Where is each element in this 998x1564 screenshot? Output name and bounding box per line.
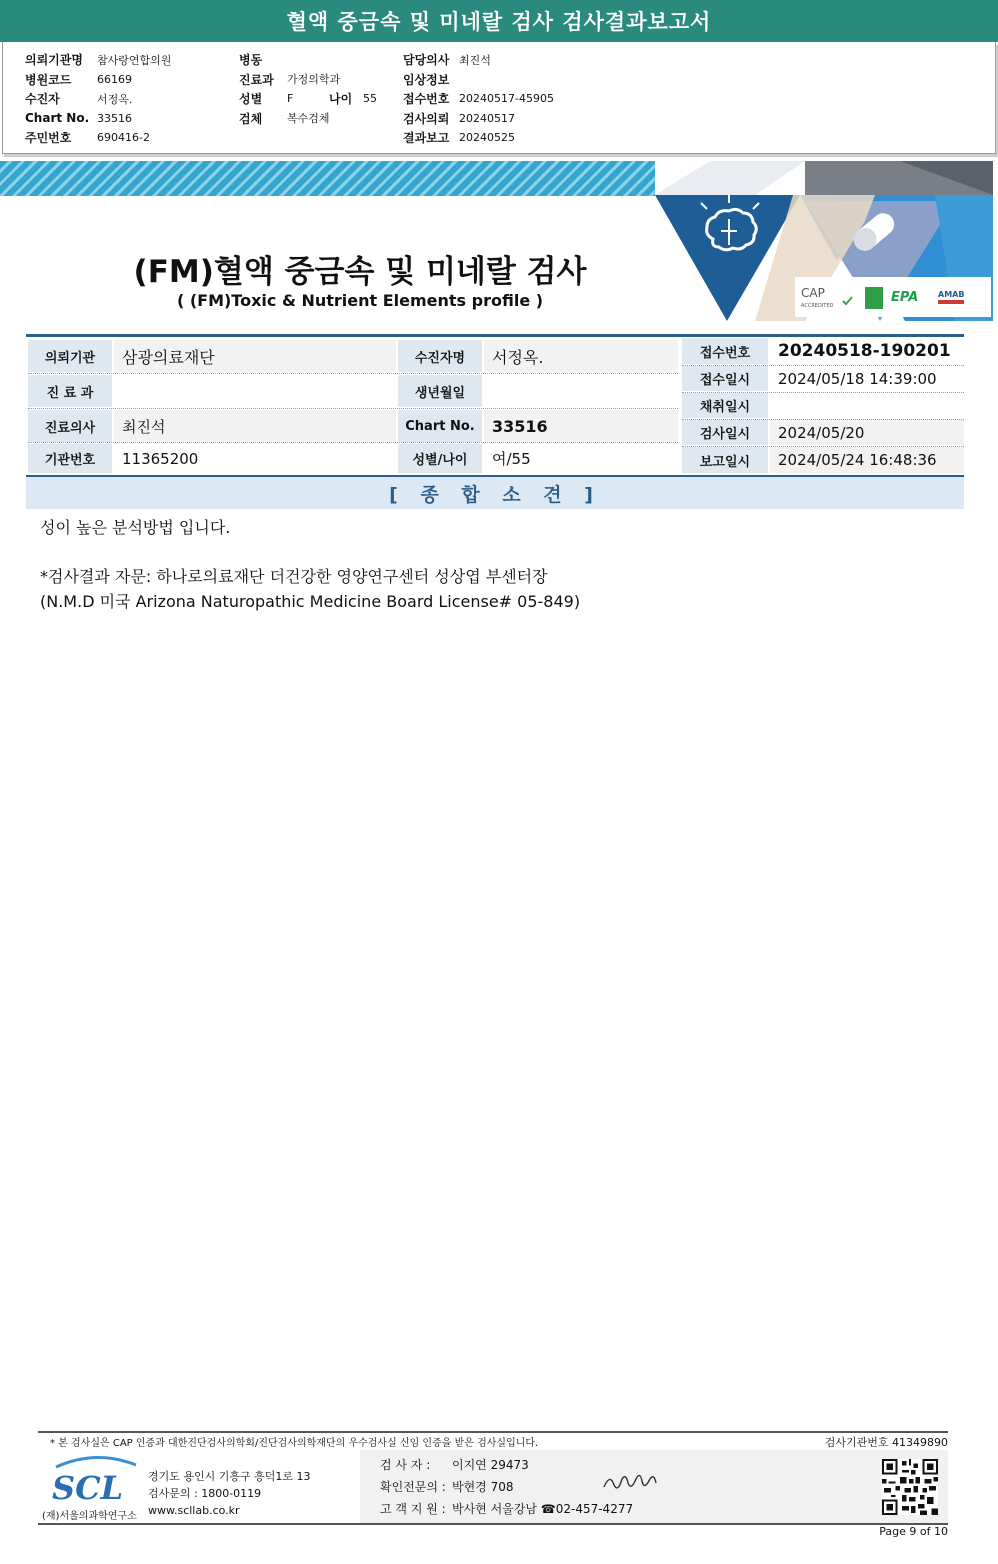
value-receipt-date: 2024/05/18 14:39:00	[770, 366, 964, 391]
lm-logo	[865, 287, 883, 309]
info-value: 최진석	[459, 53, 491, 67]
info-label: 병원코드	[25, 72, 72, 87]
info-label: Chart No.	[25, 111, 90, 126]
label-sex-age: 성별/나이	[398, 444, 482, 473]
summary-line: 성이 높은 분석방법 입니다.	[40, 518, 231, 537]
lab-address: 경기도 용인시 기흥구 흥덕1로 13	[148, 1470, 311, 1483]
report-banner	[0, 0, 998, 42]
label-doctor: 진료의사	[28, 410, 112, 442]
info-value: 20240525	[459, 131, 515, 145]
value-report-date: 2024/05/24 16:48:36	[770, 447, 964, 473]
info-label: 검사의뢰	[403, 111, 450, 126]
info-value: 20240517-45905	[459, 92, 554, 106]
value-test-date: 2024/05/20	[770, 420, 964, 445]
lab-website[interactable]: www.scllab.co.kr	[148, 1504, 240, 1517]
label-institution: 의뢰기관	[28, 340, 112, 372]
info-label: 결과보고	[403, 131, 450, 146]
decorative-stripe-band	[0, 161, 655, 196]
info-column-3	[403, 50, 554, 148]
label-department: 진 료 과	[28, 375, 112, 407]
lab-name: (재)서울의과학연구소	[42, 1511, 137, 1522]
info-label: 주민번호	[25, 131, 72, 146]
staff-label: 고 객 지 원 :	[380, 1502, 446, 1516]
row-divider	[682, 365, 964, 366]
page-number: Page 9 of 10	[879, 1525, 948, 1538]
table-top-border	[26, 334, 964, 337]
row-divider	[28, 442, 678, 443]
info-label: 병동	[239, 53, 263, 68]
value-patient-name: 서정옥.	[484, 340, 678, 372]
staff-label: 확인전문의 :	[380, 1480, 446, 1494]
info-value: 690416-2	[97, 131, 150, 145]
label-receipt-date: 접수일시	[682, 366, 768, 391]
label-birthdate: 생년월일	[398, 375, 482, 407]
summary-body	[40, 515, 580, 614]
epa-logo: EPA	[891, 290, 919, 305]
info-value: 가정의학과	[287, 73, 341, 87]
info-value: 20240517	[459, 111, 515, 125]
label-report-date: 보고일시	[682, 447, 768, 473]
value-birthdate	[484, 375, 678, 407]
value-department	[114, 375, 396, 407]
info-value: 66169	[97, 72, 132, 86]
value-doctor: 최진석	[114, 410, 396, 442]
scl-logo	[50, 1455, 140, 1507]
lab-registration-no: 검사기관번호 41349890	[824, 1436, 948, 1449]
header-artwork	[655, 161, 993, 321]
label-collection-date: 채취일시	[682, 393, 768, 418]
support-value: 박사현 서울강남 ☎02-457-4277	[452, 1502, 634, 1516]
info-label: 의뢰기관명	[25, 53, 83, 68]
info-label: 수진자	[25, 92, 60, 107]
summary-line: (N.M.D 미국 Arizona Naturopathic Medicine Board License# 05-849)	[40, 592, 581, 611]
info-label: 진료과	[239, 72, 274, 87]
info-label: 나이	[329, 92, 353, 107]
signature	[600, 1469, 660, 1495]
tester-value: 이지연 29473	[452, 1458, 529, 1472]
label-receipt-no: 접수번호	[682, 338, 768, 364]
summary-line: *검사결과 자문: 하나로의료재단 더건강한 영양연구센터 성상엽 부센터장	[40, 567, 548, 586]
test-subtitle: ( (FM)Toxic & Nutrient Elements profile )	[176, 291, 544, 310]
value-institution-code: 11365200	[114, 444, 396, 473]
test-title: (FM)혈액 중금속 및 미네랄 검사	[133, 254, 587, 290]
info-label: 접수번호	[403, 92, 450, 107]
info-column-2	[239, 50, 377, 128]
lab-contact	[148, 1468, 311, 1519]
info-label: 검체	[239, 111, 263, 126]
confirm-doctor-value: 박현경 708	[452, 1480, 514, 1494]
label-chart-no: Chart No.	[398, 410, 482, 442]
value-chart-no: 33516	[484, 410, 678, 442]
accreditation-logos	[795, 277, 991, 317]
amab-logo: AMAB	[938, 290, 965, 299]
summary-heading: [ 종 합 소 견 ]	[26, 475, 964, 509]
row-divider	[682, 446, 964, 447]
report-title: 혈액 중금속 및 미네랄 검사 검사결과보고서	[286, 10, 712, 34]
request-info-box	[2, 42, 996, 154]
staff-label: 검 사 자 :	[380, 1458, 431, 1472]
info-value: 55	[363, 92, 377, 106]
value-collection-date	[770, 393, 964, 418]
info-label: 임상정보	[403, 72, 450, 87]
info-label: 담당의사	[403, 53, 450, 68]
row-divider	[28, 408, 678, 409]
info-column-1	[25, 50, 171, 148]
label-test-date: 검사일시	[682, 420, 768, 445]
info-value: F	[287, 92, 294, 106]
value-sex-age: 여/55	[484, 444, 678, 473]
svg-text:SCL: SCL	[52, 1469, 124, 1507]
value-receipt-no: 20240518-190201	[770, 338, 964, 364]
accreditation-note: * 본 검사실은 CAP 인증과 대한진단검사의학회/진단검사의학재단의 우수검사실 신임 인증을 받은 검사실입니다.	[50, 1438, 539, 1449]
cap-logo: CAP	[801, 286, 825, 300]
label-patient-name: 수진자명	[398, 340, 482, 372]
info-value: 서정옥.	[97, 92, 133, 106]
footer-top-border	[38, 1431, 948, 1433]
label-institution-code: 기관번호	[28, 444, 112, 473]
cap-sub: ACCREDITED	[801, 303, 834, 309]
row-divider	[682, 392, 964, 393]
row-divider	[28, 373, 678, 374]
qr-code-icon	[882, 1459, 938, 1515]
info-value: 33516	[97, 111, 132, 125]
info-label: 성별	[239, 92, 263, 107]
info-value: 복수검체	[287, 112, 330, 126]
value-institution: 삼광의료재단	[114, 340, 396, 372]
staff-info	[380, 1454, 633, 1520]
row-divider	[682, 419, 964, 420]
footer-bottom-border	[38, 1523, 948, 1525]
info-value: 참사랑연합의원	[97, 53, 172, 67]
lab-phone: 검사문의 : 1800-0119	[148, 1487, 262, 1500]
